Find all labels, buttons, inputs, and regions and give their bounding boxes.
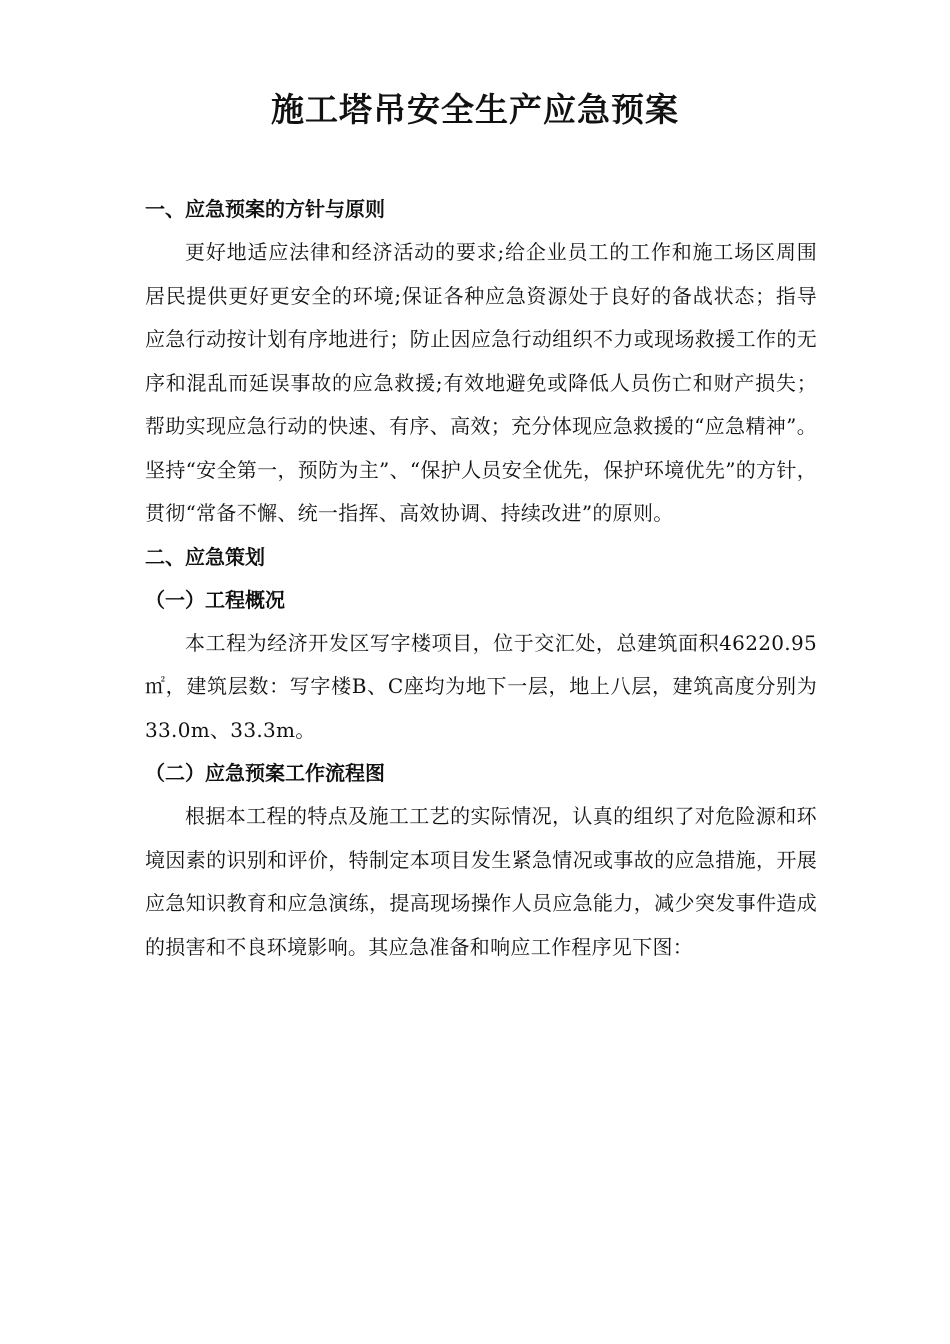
subsection-heading-2-2: （二）应急预案工作流程图 bbox=[145, 761, 385, 785]
subsection-paragraph-2-2: 根据本工程的特点及施工工艺的实际情况，认真的组织了对危险源和环境因素的识别和评价，特制定本项目发生紧急情况或事故的应急措施，开展应急知识教育和应急演练，提高现场操作人员应急能力，减少突发事件造成的损害和不良环境影响。其应急准备和响应工作程序见下图： bbox=[145, 804, 817, 959]
document-title: 施工塔吊安全生产应急预案 bbox=[271, 90, 679, 129]
section-paragraph-1: 更好地适应法律和经济活动的要求;给企业员工的工作和施工场区周围居民提供更好更安全的环境;保证各种应急资源处于良好的备战状态；指导应急行动按计划有序地进行；防止因应急行动组织不力或现场救援工作的无序和混乱而延误事故的应急救援;有效地避免或降低人员伤亡和财产损失；帮助实现应急行动的快速、有序、高效；充分体现应急救援的“应急精神”。坚持“安全第一，预防为主”、“保护人员安全优先，保护环境优先”的方针，贯彻“常备不懈、统一指挥、高效协调、持续改进”的原则。 bbox=[145, 240, 817, 525]
document-body bbox=[145, 188, 817, 969]
subsection-paragraph-2-1: 本工程为经济开发区写字楼项目，位于交汇处，总建筑面积46220.95㎡，建筑层数：写字楼B、C座均为地下一层，地上八层，建筑高度分别为33.0m、33.3m。 bbox=[145, 630, 817, 742]
section-heading-2: 二、应急策划 bbox=[145, 544, 265, 569]
subsection-heading-2-1: （一）工程概况 bbox=[145, 587, 285, 612]
section-heading-1: 一、应急预案的方针与原则 bbox=[145, 197, 385, 221]
